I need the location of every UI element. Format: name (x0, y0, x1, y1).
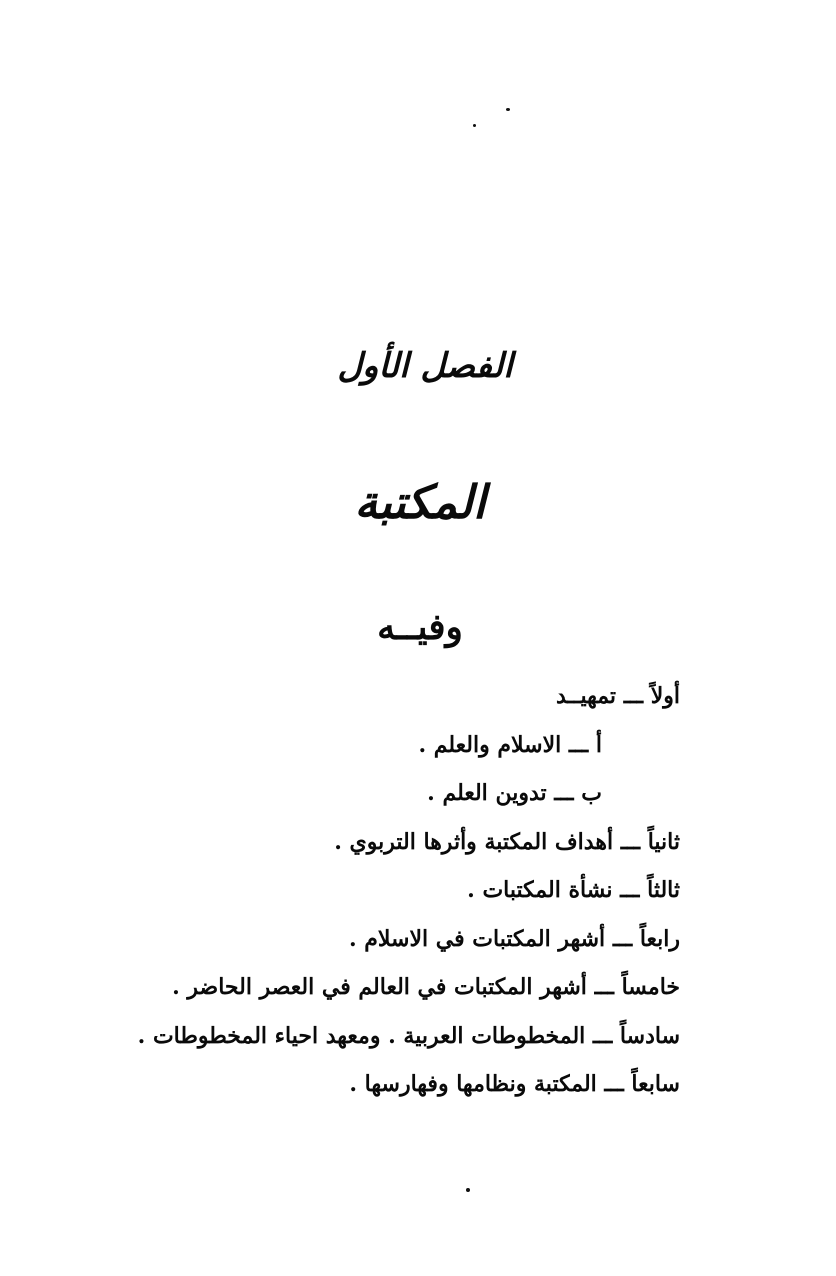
contents-item: سابعاً ـــ المكتبة ونظامها وفهارسها . (349, 1071, 680, 1097)
chapter-contents-list (120, 672, 680, 1109)
contents-item: رابعاً ـــ أشهر المكتبات في الاسلام . (348, 925, 680, 952)
contents-item: أولاً ـــ تمهيــد (556, 683, 680, 709)
ink-speck (473, 124, 476, 127)
contents-subitem: أ ـــ الاسلام والعلم . (418, 731, 602, 758)
contents-item: سادساً ـــ المخطوطات العربية . ومعهد احياء المخطوطات . (137, 1022, 680, 1049)
chapter-label: الفصل الأول (337, 346, 513, 386)
contents-subitem: ب ـــ تدوين العلم . (427, 780, 602, 806)
intro-word: وفيــه (377, 606, 463, 648)
contents-item: خامساً ـــ أشهر المكتبات في العالم في العصر الحاضر . (172, 974, 680, 1000)
contents-item: ثانياً ـــ أهداف المكتبة وأثرها التربوي . (334, 828, 680, 855)
ink-speck (506, 108, 510, 111)
ink-speck (466, 1188, 470, 1192)
chapter-title: المكتبة (354, 475, 486, 529)
contents-item: ثالثاً ـــ نشأة المكتبات . (467, 877, 680, 903)
